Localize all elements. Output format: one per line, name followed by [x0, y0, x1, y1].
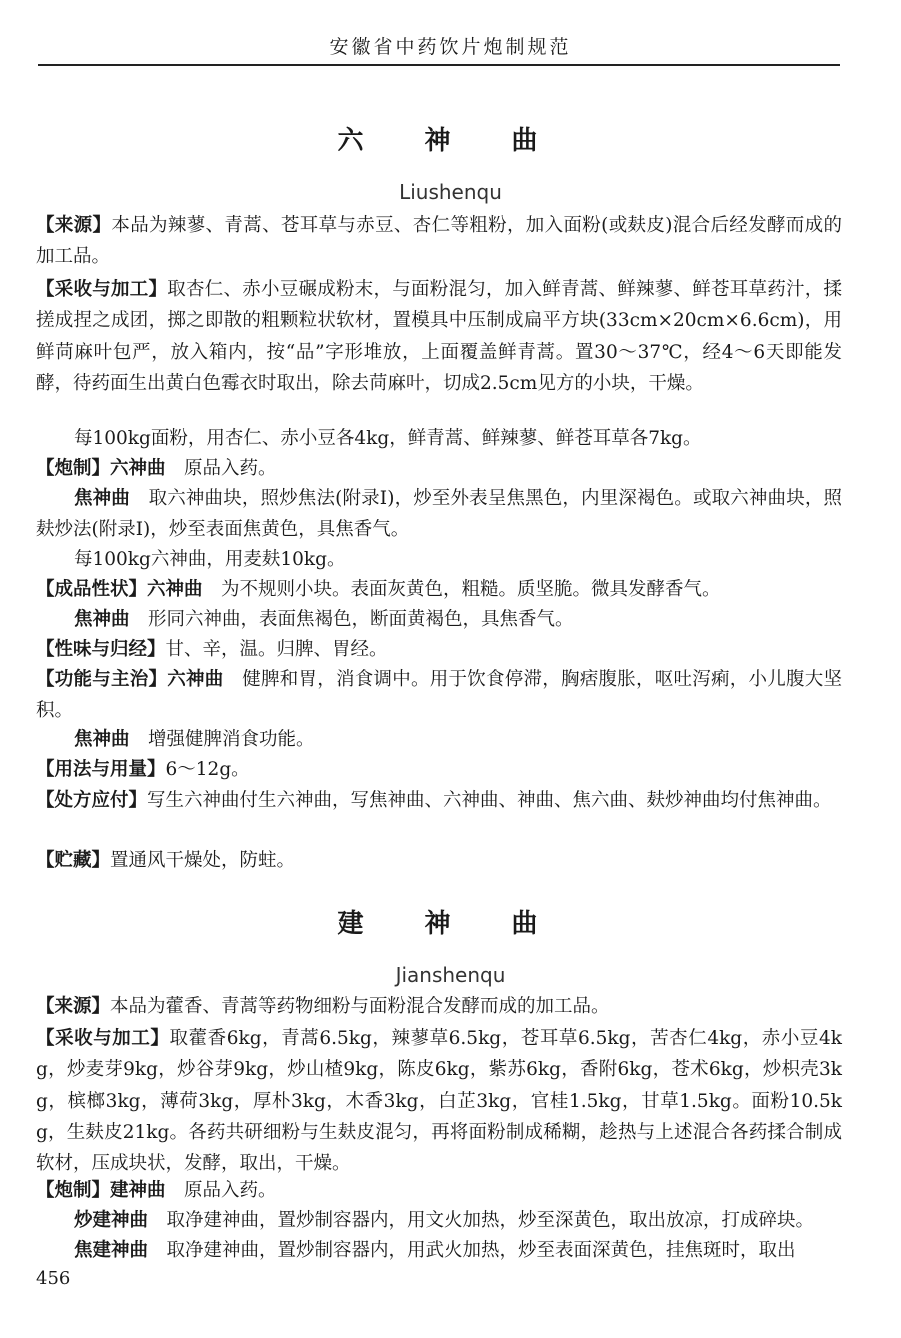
page-header-title: 安徽省中药饮片炮制规范: [329, 36, 572, 58]
paragraph-label: 【采收与加工】: [36, 1028, 170, 1049]
paragraph-label: 炒建神曲: [74, 1210, 149, 1231]
section-title: 六 神 曲: [337, 126, 564, 156]
paragraph: [36, 1235, 842, 1266]
paragraph-text: 每100kg六神曲，用麦麸10kg。: [74, 549, 346, 570]
paragraph: [36, 1175, 842, 1206]
paragraph-label: 【成品性状】六神曲: [36, 579, 203, 600]
paragraph-label: 【来源】: [36, 215, 112, 236]
section-pinyin: Liushenqu: [399, 180, 502, 204]
paragraph: [36, 544, 842, 575]
paragraph: [36, 274, 842, 399]
paragraph: [36, 423, 842, 454]
paragraph-label: 【采收与加工】: [36, 279, 168, 300]
section-pinyin: Jianshenqu: [395, 963, 506, 987]
paragraph-text: 增强健脾消食功能。: [129, 729, 315, 750]
paragraph-label: 【处方应付】: [36, 790, 148, 811]
paragraph: [36, 604, 842, 635]
paragraph: [36, 574, 842, 605]
paragraph: [36, 1205, 842, 1236]
paragraph-text: 置通风干燥处，防蛀。: [110, 850, 296, 871]
paragraph-text: 健脾和胃，消食调中。用于饮食停滞，胸痞腹胀，呕吐泻痢，小儿腹大坚积。: [36, 669, 842, 722]
paragraph: [36, 453, 842, 484]
paragraph-label: 焦神曲: [74, 609, 130, 630]
page-number: 456: [36, 1268, 71, 1289]
paragraph-text: 甘、辛，温。归脾、胃经。: [165, 639, 388, 660]
paragraph-text: 取净建神曲，置炒制容器内，用文火加热，炒至深黄色，取出放凉，打成碎块。: [148, 1210, 815, 1231]
paragraph-text: 形同六神曲，表面焦褐色，断面黄褐色，具焦香气。: [129, 609, 574, 630]
paragraph-text: 本品为辣蓼、青蒿、苍耳草与赤豆、杏仁等粗粉，加入面粉(或麸皮)混合后经发酵而成的加工品。: [36, 215, 842, 268]
paragraph-label: 焦建神曲: [74, 1240, 149, 1261]
paragraph: [36, 634, 842, 665]
paragraph-text: 取杏仁、赤小豆碾成粉末，与面粉混匀，加入鲜青蒿、鲜辣蓼、鲜苍耳草药汁，揉搓成捏之成团，掷之即散的粗颗粒状软材，置模具中压制成扁平方块(33cm×20cm×6.6cm)，用鲜苘麻叶包严，放入箱内，按“品”字形堆放，上面覆盖鲜青蒿。置30～37℃，经4～6天即能发酵，待药面生出黄白色霉衣时取出，除去苘麻叶，切成2.5cm见方的小块，干燥。: [36, 279, 842, 394]
paragraph-text: 原品入药。: [165, 458, 277, 479]
paragraph-text: 取净建神曲，置炒制容器内，用武火加热，炒至表面深黄色，挂焦斑时，取出: [148, 1240, 796, 1261]
paragraph-text: 6～12g。: [165, 759, 250, 780]
paragraph-label: 【用法与用量】: [36, 759, 166, 780]
paragraph-label: 【炮制】建神曲: [36, 1180, 166, 1201]
paragraph: [36, 724, 842, 755]
paragraph-label: 【贮藏】: [36, 850, 111, 871]
paragraph-label: 【来源】: [36, 996, 111, 1017]
paragraph-text: 为不规则小块。表面灰黄色，粗糙。质坚脆。微具发酵香气。: [202, 579, 721, 600]
paragraph-text: 取六神曲块，照炒焦法(附录Ⅰ)，炒至外表呈焦黑色，内里深褐色。或取六神曲块，照麸炒法(附录Ⅰ)，炒至表面焦黄色，具焦香气。: [36, 488, 842, 541]
paragraph-label: 焦神曲: [74, 488, 130, 509]
paragraph-text: 写生六神曲付生六神曲，写焦神曲、六神曲、神曲、焦六曲、麸炒神曲均付焦神曲。: [147, 790, 832, 811]
section-title: 建 神 曲: [337, 909, 564, 939]
paragraph: [36, 664, 842, 727]
paragraph-text: 本品为藿香、青蒿等药物细粉与面粉混合发酵而成的加工品。: [110, 996, 610, 1017]
paragraph: [36, 754, 842, 785]
paragraph-text: 每100kg面粉，用杏仁、赤小豆各4kg，鲜青蒿、鲜辣蓼、鲜苍耳草各7kg。: [74, 428, 702, 449]
paragraph: [36, 991, 842, 1022]
paragraph: [36, 1023, 842, 1179]
paragraph-label: 【炮制】六神曲: [36, 458, 166, 479]
paragraph-text: 原品入药。: [165, 1180, 277, 1201]
paragraph: [36, 845, 842, 876]
paragraph: [36, 785, 842, 816]
paragraph-text: 取藿香6kg，青蒿6.5kg，辣蓼草6.5kg，苍耳草6.5kg，苦杏仁4kg，赤小豆4kg，炒麦芽9kg，炒谷芽9kg，炒山楂9kg，陈皮6kg，紫苏6kg，香附6kg，苍术6kg，炒枳壳3kg，槟榔3kg，薄荷3kg，厚朴3kg，木香3kg，白芷3kg，官桂1.5kg，甘草1.5kg。面粉10.5kg，生麸皮21kg。各药共研细粉与生麸皮混匀，再将面粉制成稀糊，趁热与上述混合各药揉合制成软材，压成块状，发酵，取出，干燥。: [36, 1028, 842, 1175]
paragraph-label: 【性味与归经】: [36, 639, 166, 660]
paragraph: [36, 210, 842, 273]
paragraph-label: 焦神曲: [74, 729, 130, 750]
paragraph: [36, 483, 842, 546]
paragraph-label: 【功能与主治】六神曲: [36, 669, 224, 690]
header-rule: [38, 64, 840, 66]
